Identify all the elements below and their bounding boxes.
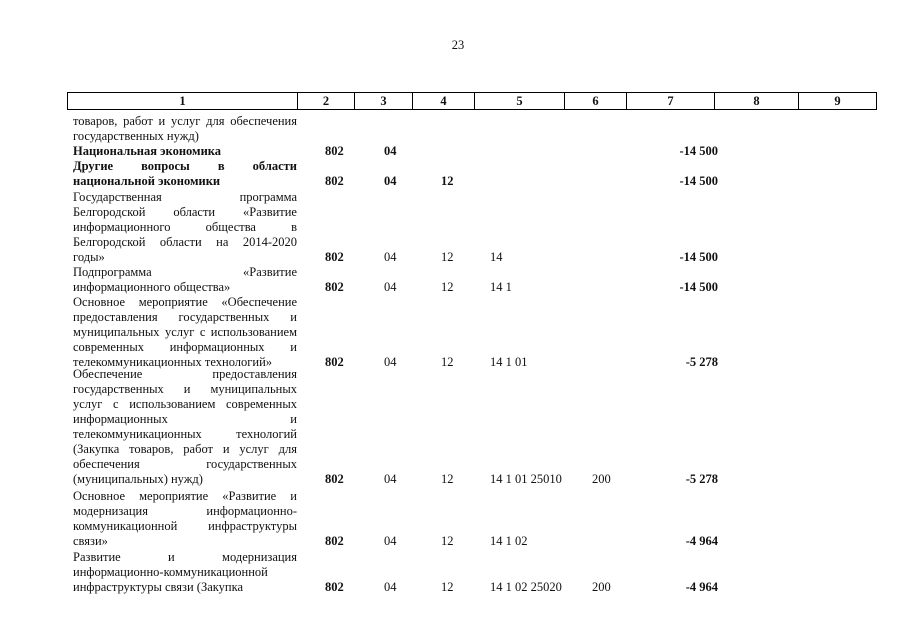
cell-c2: 802 [325, 580, 344, 594]
cell-c6: 200 [592, 472, 611, 486]
cell-c2: 802 [325, 472, 344, 486]
cell-c6: 200 [592, 580, 611, 594]
description-line: Развитие и модернизация [73, 550, 297, 564]
description-line: телекоммуникационных технологий [73, 427, 297, 441]
cell-c7: -5 278 [685, 355, 718, 369]
row-description [73, 159, 297, 189]
cell-c3: 04 [384, 355, 397, 369]
description-line: коммуникационной инфраструктуры [73, 519, 297, 533]
description-line: Национальная экономика [73, 144, 222, 158]
table-header [67, 92, 877, 110]
cell-c4: 12 [441, 250, 454, 264]
description-line: муниципальных услуг с использованием [73, 325, 297, 339]
header-col-1: 1 [68, 93, 298, 110]
description-line: Подпрограмма «Развитие [73, 265, 297, 279]
header-col-2: 2 [298, 93, 355, 110]
description-line: (Закупка товаров, работ и услуг для [73, 442, 297, 456]
cell-c5: 14 1 01 25010 [490, 472, 562, 486]
description-line: Обеспечение предоставления [73, 367, 297, 381]
cell-c4: 12 [441, 174, 454, 188]
description-line: (муниципальных) нужд) [73, 472, 203, 486]
cell-c2: 802 [325, 355, 344, 369]
header-col-8: 8 [715, 93, 799, 110]
description-line: информационного общества в [73, 220, 297, 234]
page-number: 23 [451, 38, 465, 52]
description-line: информационных и [73, 412, 297, 426]
cell-c7: -14 500 [679, 144, 718, 158]
cell-c4: 12 [441, 355, 454, 369]
description-line: государственных нужд) [73, 129, 199, 143]
description-line: государственных и муниципальных [73, 382, 297, 396]
description-line: инфраструктуры связи (Закупка [73, 580, 244, 594]
cell-c7: -4 964 [685, 534, 718, 548]
cell-c3: 04 [384, 174, 397, 188]
header-col-7: 7 [627, 93, 715, 110]
description-line: Другие вопросы в области [73, 159, 297, 173]
cell-c5: 14 1 02 25020 [490, 580, 562, 594]
row-description [73, 367, 297, 487]
cell-c5: 14 1 [490, 280, 512, 294]
row-description [73, 265, 297, 295]
description-line: современных информационных и [73, 340, 297, 354]
description-line: телекоммуникационных технологий» [73, 355, 273, 369]
description-line: Белгородской области на 2014-2020 [73, 235, 297, 249]
header-col-4: 4 [413, 93, 475, 110]
description-line: Государственная программа [73, 190, 297, 204]
description-line: связи» [73, 534, 108, 548]
description-line: Основное мероприятие «Обеспечение [73, 295, 297, 309]
cell-c5: 14 [490, 250, 503, 264]
header-col-5: 5 [475, 93, 565, 110]
cell-c5: 14 1 02 [490, 534, 528, 548]
row-description [73, 144, 297, 159]
cell-c2: 802 [325, 144, 344, 158]
description-line: обеспечения государственных [73, 457, 297, 471]
cell-c5: 14 1 01 [490, 355, 528, 369]
cell-c2: 802 [325, 174, 344, 188]
description-line: модернизация информационно- [73, 504, 297, 518]
cell-c4: 12 [441, 580, 454, 594]
header-col-6: 6 [565, 93, 627, 110]
row-description [73, 114, 297, 144]
cell-c2: 802 [325, 534, 344, 548]
description-line: услуг с использованием современных [73, 397, 297, 411]
description-line: национальной экономики [73, 174, 221, 188]
row-description [73, 489, 297, 549]
description-line: предоставления государственных и [73, 310, 297, 324]
row-description [73, 295, 297, 370]
description-line: Белгородской области «Развитие [73, 205, 297, 219]
cell-c7: -14 500 [679, 280, 718, 294]
cell-c7: -14 500 [679, 250, 718, 264]
row-description [73, 190, 297, 265]
description-line: Основное мероприятие «Развитие и [73, 489, 297, 503]
description-line: годы» [73, 250, 105, 264]
cell-c4: 12 [441, 472, 454, 486]
cell-c7: -14 500 [679, 174, 718, 188]
cell-c7: -4 964 [685, 580, 718, 594]
cell-c3: 04 [384, 250, 397, 264]
cell-c2: 802 [325, 280, 344, 294]
cell-c3: 04 [384, 280, 397, 294]
cell-c4: 12 [441, 280, 454, 294]
cell-c3: 04 [384, 144, 397, 158]
cell-c2: 802 [325, 250, 344, 264]
cell-c3: 04 [384, 472, 397, 486]
cell-c4: 12 [441, 534, 454, 548]
cell-c7: -5 278 [685, 472, 718, 486]
row-description [73, 550, 297, 595]
description-line: информационного общества» [73, 280, 231, 294]
cell-c3: 04 [384, 534, 397, 548]
description-line: товаров, работ и услуг для обеспечения [73, 114, 297, 128]
header-col-9: 9 [799, 93, 877, 110]
description-line: информационно-коммуникационной [73, 565, 268, 579]
cell-c3: 04 [384, 580, 397, 594]
header-col-3: 3 [355, 93, 413, 110]
